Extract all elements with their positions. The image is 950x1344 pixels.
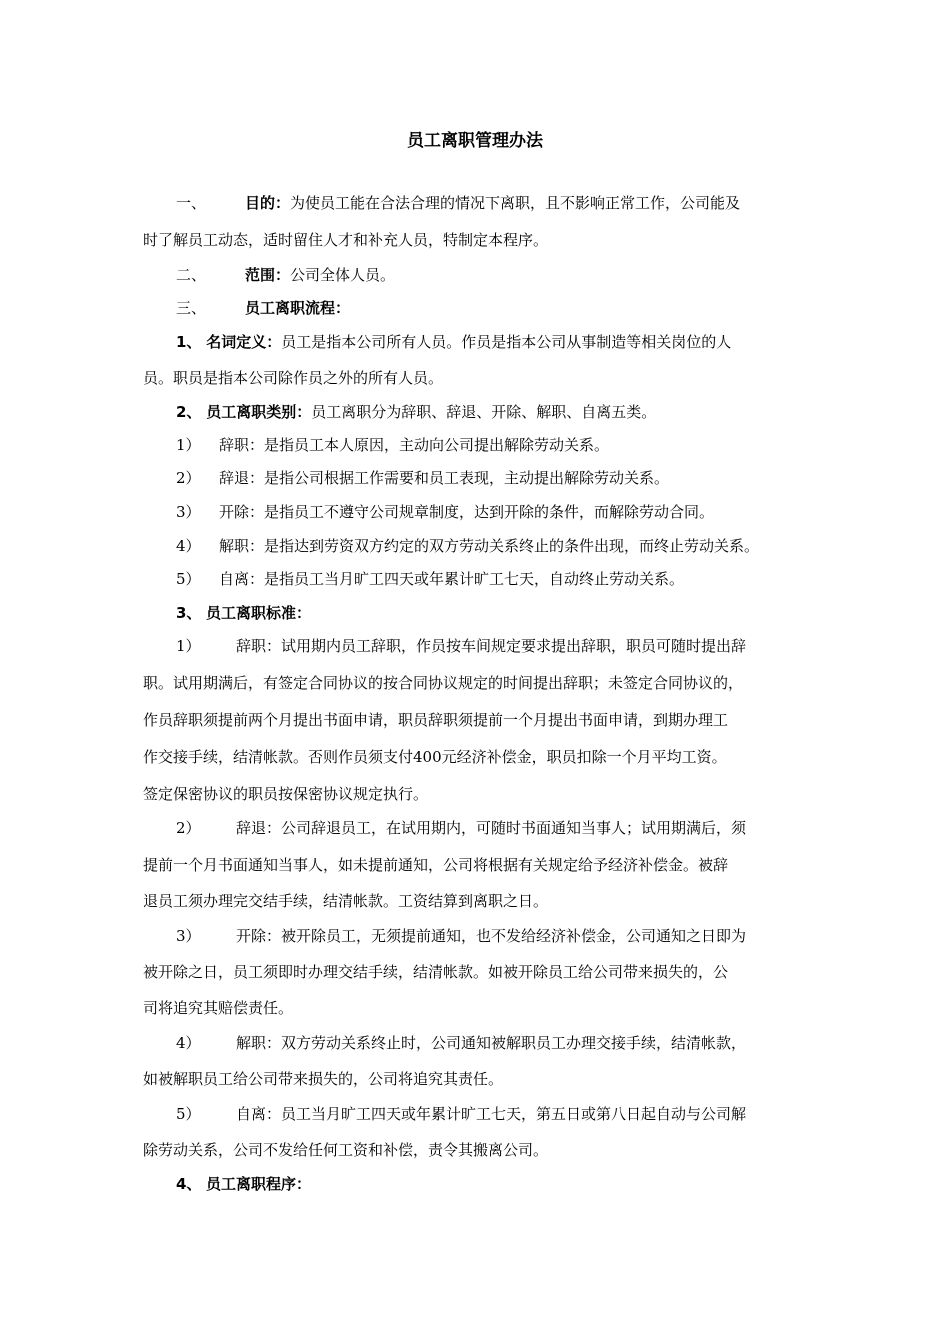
list-item-number: 5） (176, 570, 201, 588)
list-item-number: 2） (176, 819, 201, 837)
section-scope-paragraph (245, 265, 395, 285)
text-line: 辞职：试用期内员工辞职，作员按车间规定要求提出辞职，职员可随时提出辞 (236, 637, 747, 655)
section-heading: 范围： (245, 266, 291, 284)
item-number: 1、 (176, 333, 202, 351)
list-item-number: 1） (176, 436, 201, 454)
text-line: 解职：双方劳动关系终止时，公司通知被解职员工办理交接手续，结清帐款， (236, 1034, 747, 1052)
text-line: 签定保密协议的职员按保密协议规定执行。 (143, 785, 429, 803)
document-title: 员工离职管理办法 (407, 131, 543, 151)
text-line: 除劳动关系，公司不发给任何工资和补偿，责令其搬离公司。 (143, 1141, 549, 1159)
definitions-paragraph (176, 332, 731, 352)
list-item: 开除：是指员工不遵守公司规章制度，达到开除的条件，而解除劳动合同。 (219, 503, 715, 521)
text-line: 时了解员工动态，适时留住人才和补充人员，特制定本程序。 (143, 231, 549, 249)
text-line: 员工离职分为辞职、辞退、开除、解职、自离五类。 (311, 403, 657, 421)
categories-paragraph (176, 402, 656, 422)
list-item-number: 3） (176, 503, 201, 521)
section-purpose-paragraph (245, 193, 740, 213)
item-number: 2、 (176, 403, 202, 421)
list-item: 自离：是指员工当月旷工四天或年累计旷工七天，自动终止劳动关系。 (219, 570, 685, 588)
text-line: 为使员工能在合法合理的情况下离职，且不影响正常工作，公司能及 (290, 194, 741, 212)
text-line: 员。职员是指本公司除作员之外的所有人员。 (143, 369, 444, 387)
list-item-number: 2） (176, 469, 201, 487)
text-line: 员工是指本公司所有人员。作员是指本公司从事制造等相关岗位的人 (281, 333, 732, 351)
item-number: 4、 (176, 1175, 202, 1193)
list-item-number: 4） (176, 1034, 201, 1052)
text-line: 如被解职员工给公司带来损失的，公司将追究其责任。 (143, 1070, 504, 1088)
item-number: 3、 (176, 604, 202, 622)
section-number: 二、 (176, 266, 207, 284)
text-line: 自离：员工当月旷工四天或年累计旷工七天，第五日或第八日起自动与公司解 (236, 1105, 747, 1123)
list-item: 解职：是指达到劳资双方约定的双方劳动关系终止的条件出现，而终止劳动关系。 (219, 537, 760, 555)
item-heading: 员工离职类别： (206, 403, 312, 421)
text-line: 职。试用期满后，有签定合同协议的按合同协议规定的时间提出辞职；未签定合同协议的， (143, 674, 744, 692)
list-item-number: 4） (176, 537, 201, 555)
text-line: 公司全体人员。 (290, 266, 396, 284)
text-line: 辞退：公司辞退员工，在试用期内，可随时书面通知当事人；试用期满后，须 (236, 819, 747, 837)
item-heading: 名词定义： (206, 333, 282, 351)
text-line: 提前一个月书面通知当事人，如未提前通知，公司将根据有关规定给予经济补偿金。被辞 (143, 856, 729, 874)
list-item-number: 5） (176, 1105, 201, 1123)
list-item: 辞职：是指员工本人原因，主动向公司提出解除劳动关系。 (219, 436, 610, 454)
item-heading: 员工离职标准： (206, 604, 312, 622)
list-item: 辞退：是指公司根据工作需要和员工表现，主动提出解除劳动关系。 (219, 469, 670, 487)
text-line: 被开除之日，员工须即时办理交结手续，结清帐款。如被开除员工给公司带来损失的，公 (143, 963, 729, 981)
text-line: 退员工须办理完交结手续，结清帐款。工资结算到离职之日。 (143, 892, 549, 910)
text-line: 开除：被开除员工，无须提前通知，也不发给经济补偿金，公司通知之日即为 (236, 927, 747, 945)
text-line: 作交接手续，结清帐款。否则作员须支付400元经济补偿金，职员扣除一个月平均工资。 (143, 748, 727, 766)
section-heading: 目的： (245, 194, 291, 212)
item-heading: 员工离职程序： (206, 1175, 312, 1193)
text-line: 作员辞职须提前两个月提出书面申请，职员辞职须提前一个月提出书面申请，到期办理工 (143, 711, 729, 729)
section-heading: 员工离职流程： (245, 299, 351, 317)
list-item-number: 1） (176, 637, 201, 655)
list-item-number: 3） (176, 927, 201, 945)
section-number: 一、 (176, 194, 207, 212)
text-line: 司将追究其赔偿责任。 (143, 999, 294, 1017)
section-number: 三、 (176, 299, 207, 317)
